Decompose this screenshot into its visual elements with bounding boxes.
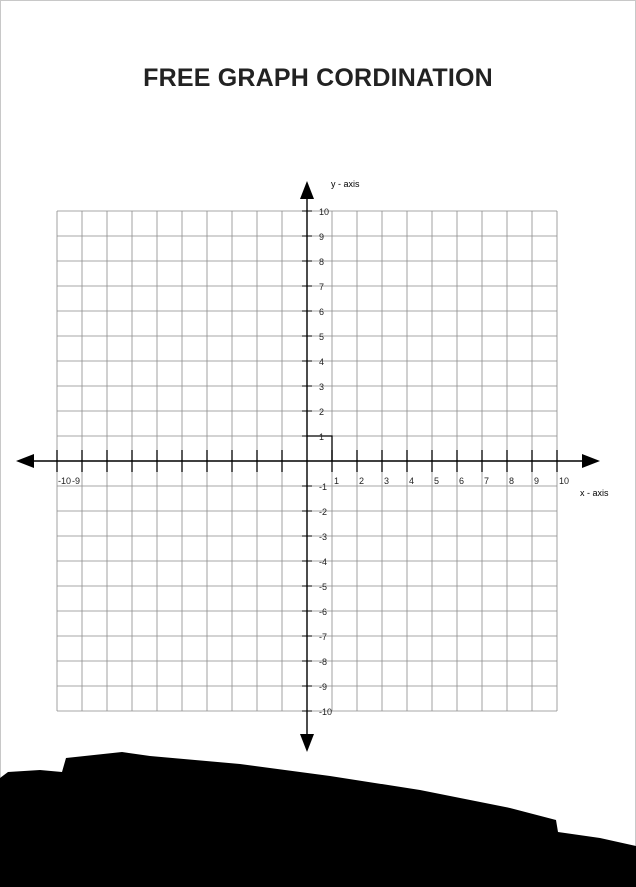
y-tick-label: -1 bbox=[319, 482, 328, 492]
y-tick-label: -2 bbox=[319, 507, 328, 517]
x-tick-label: 5 bbox=[434, 476, 440, 486]
y-tick-label: 10 bbox=[319, 207, 330, 217]
x-tick-label: -10 bbox=[58, 476, 72, 486]
y-tick-label: 1 bbox=[319, 432, 325, 442]
y-tick-label: -3 bbox=[319, 532, 328, 542]
x-tick-label: 3 bbox=[384, 476, 390, 486]
x-tick-label: 10 bbox=[559, 476, 570, 486]
page-title: FREE GRAPH CORDINATION bbox=[143, 64, 493, 92]
y-tick-label: -10 bbox=[319, 707, 333, 717]
y-tick-label: -8 bbox=[319, 657, 328, 667]
y-tick-label: -9 bbox=[319, 682, 328, 692]
y-tick-label: 6 bbox=[319, 307, 325, 317]
x-tick-label: 4 bbox=[409, 476, 415, 486]
x-tick-label: 2 bbox=[359, 476, 365, 486]
y-tick-label: 2 bbox=[319, 407, 325, 417]
y-tick-label: 7 bbox=[319, 282, 325, 292]
y-tick-label: 4 bbox=[319, 357, 325, 367]
y-tick-label: -4 bbox=[319, 557, 328, 567]
x-axis-label: x - axis bbox=[580, 488, 609, 498]
x-tick-label: 7 bbox=[484, 476, 490, 486]
x-tick-label: 1 bbox=[334, 476, 340, 486]
x-tick-label: 6 bbox=[459, 476, 465, 486]
x-tick-label: 9 bbox=[534, 476, 540, 486]
y-tick-label: -6 bbox=[319, 607, 328, 617]
y-tick-label: -7 bbox=[319, 632, 328, 642]
y-tick-label: 8 bbox=[319, 257, 325, 267]
y-tick-label: 5 bbox=[319, 332, 325, 342]
x-tick-label: -9 bbox=[72, 476, 81, 486]
y-tick-label: 3 bbox=[319, 382, 325, 392]
y-axis-label: y - axis bbox=[331, 179, 360, 189]
y-tick-label: 9 bbox=[319, 232, 325, 242]
x-tick-label: 8 bbox=[509, 476, 515, 486]
y-tick-label: -5 bbox=[319, 582, 328, 592]
